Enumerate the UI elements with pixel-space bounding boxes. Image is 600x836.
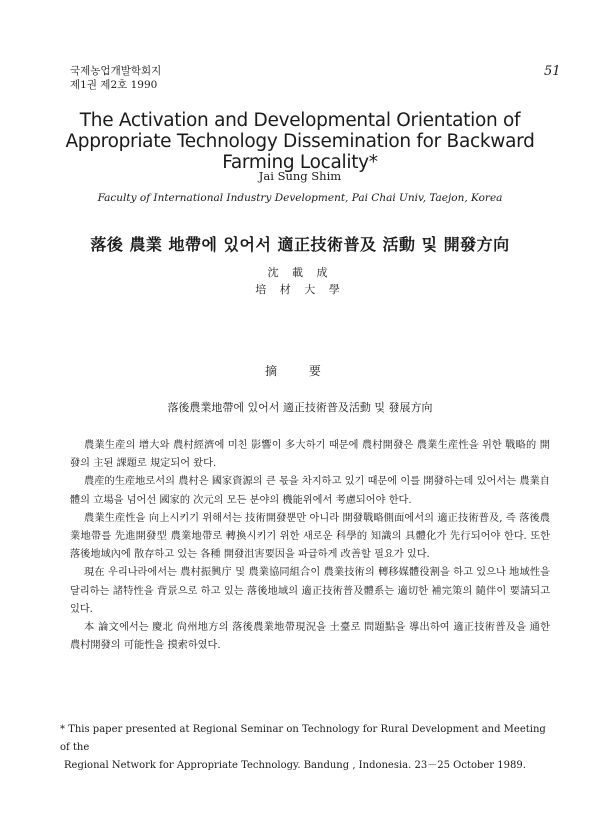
footnote-line: Regional Network for Appropriate Technology. Bandung , Indonesia. 23－25 October 1989. — [64, 760, 526, 771]
footnote — [60, 721, 548, 775]
paper-title-english: The Activation and Developmental Orientation of Appropriate Technology Dissemination for Backward Farming Locality* — [65, 110, 535, 173]
abstract-paragraph: 農産的生産地로서의 農村은 國家資源의 큰 몫을 차지하고 있기 때문에 이를 開發하는데 있어서는 農業自體의 立場을 넘어선 國家的 次元의 모든 분야의 機能위에서 考慮되어야 한다. — [70, 476, 550, 506]
author-korean: 沈 載 成 — [267, 266, 333, 279]
abstract-paragraph: 農業生産性을 向上시키기 위해서는 技術開發뿐만 아니라 開發戰略側面에서의 適正技術普及, 즉 落後農業地帶를 先進開發型 農業地帶로 轉換시키기 위한 새로운 科學的 知識의 具體化가 先行되어야 한다. 또한 落後地域內에 散存하고 있는 各種 開發沮害要因을 파급하게 改善할 필요가 있다. — [70, 512, 550, 561]
abstract-heading: 摘 要 — [265, 364, 335, 378]
page-number: 51 — [544, 64, 561, 79]
abstract-paragraph: 現在 우리나라에서는 農村振興庁 및 農業協同組合이 農業技術의 轉移媒體役割을 하고 있으나 地域性을 달리하는 諸特性을 背景으로 하고 있는 落後地域의 適正技術普及體系는 適切한 補完策의 隨伴이 要請되고 있다. — [70, 567, 550, 615]
abstract-title: 落後農業地帶에 있어서 適正技術普及活動 및 發展方向 — [167, 401, 433, 414]
footnote-line: * This paper presented at Regional Seminar on Technology for Rural Development and Meeting of the — [60, 724, 546, 753]
journal-header — [70, 64, 161, 92]
affiliation-korean: 培 材 大 學 — [255, 283, 345, 296]
paper-title-korean: 落後 農業 地帶에 있어서 適正技術普及 活動 및 開發方向 — [90, 235, 510, 254]
abstract-paragraph: 本 論文에서는 慶北 尙州地方의 落後農業地帶現況을 土臺로 問題點을 導出하여 適正技術普及을 通한 農村開發의 可能性을 摸索하였다. — [70, 622, 550, 652]
journal-volume-issue: 제1권 제2호 1990 — [70, 79, 158, 91]
abstract-body — [70, 437, 550, 655]
author-english: Jai Sung Shim — [258, 169, 342, 183]
affiliation-english: Faculty of International Industry Development, Pai Chai Univ, Taejon, Korea — [97, 192, 503, 204]
abstract-paragraph: 農業生産의 增大와 農村經濟에 미친 影響이 多大하기 때문에 農村開發은 農業生産性을 위한 戰略的 開發의 主된 課題로 規定되어 왔다. — [70, 440, 550, 470]
journal-name: 국제농업개발학회지 — [70, 65, 162, 77]
